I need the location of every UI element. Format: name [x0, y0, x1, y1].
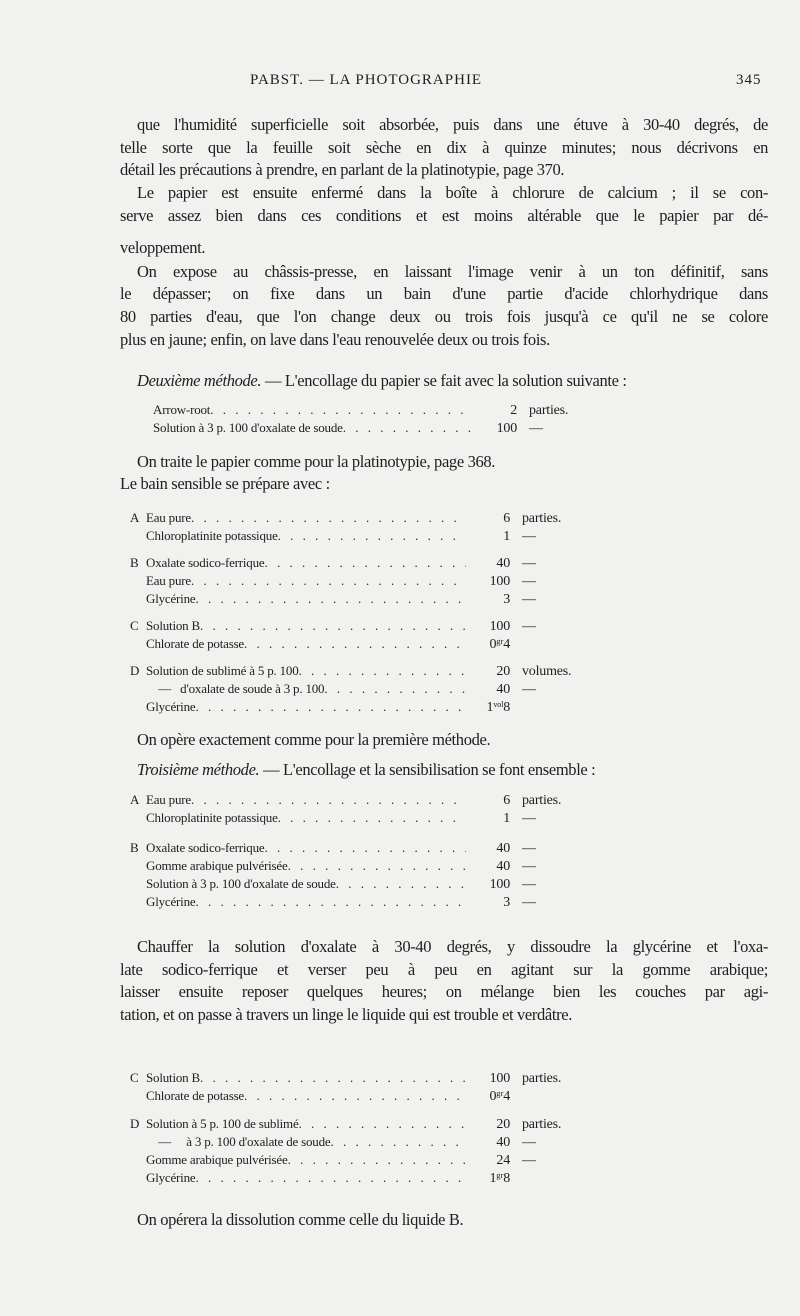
- paragraph-line: que l'humidité superficielle soit absorbée, puis dans une étuve à 30-40 degrés, de: [137, 115, 768, 134]
- row-label: [146, 528, 466, 544]
- row-unit: parties.: [522, 1117, 562, 1132]
- row-label: [146, 663, 466, 679]
- row-label: [153, 420, 473, 436]
- dot-leader: [195, 1170, 466, 1186]
- table-row: [130, 1116, 561, 1133]
- row-label: [146, 894, 466, 910]
- row-quantity: 0ᵍʳ4: [489, 1089, 510, 1104]
- row-quantity: 2: [510, 403, 517, 418]
- dot-leader: [299, 1116, 466, 1132]
- row-letter: D: [130, 663, 140, 678]
- table-row: [130, 618, 536, 635]
- row-unit: —: [522, 895, 536, 910]
- row-unit: —: [522, 556, 536, 571]
- row-quantity: 20: [496, 1117, 510, 1132]
- row-label-text: Glycérine: [146, 894, 196, 909]
- dot-leader: [278, 810, 466, 826]
- paragraph-line: Le bain sensible se prépare avec :: [120, 474, 330, 493]
- row-label: [146, 1134, 466, 1150]
- dot-leader: [195, 591, 466, 607]
- row-label: [146, 1070, 466, 1086]
- dot-leader: [244, 1088, 466, 1104]
- paragraph-line: détail les précautions à prendre, en parlant de la platinotypie, page 370.: [120, 160, 565, 179]
- paragraph-line: Le papier est ensuite enfermé dans la boîte à chlorure de calcium ; il se con-: [137, 183, 768, 202]
- paragraph-line: tation, et on passe à travers un linge le liquide qui est trouble et verdâtre.: [120, 1005, 572, 1024]
- row-quantity: 100: [489, 574, 510, 589]
- row-label: [146, 636, 466, 652]
- paragraph-line: On opérera la dissolution comme celle du liquide B.: [137, 1210, 464, 1229]
- row-unit: volumes.: [522, 664, 572, 679]
- row-label-text: — d'oxalate de soude à 3 p. 100: [146, 681, 325, 696]
- table-row: [130, 699, 522, 716]
- paragraph-line: le dépasser; on fixe dans un bain d'une partie d'acide chlorhydrique dans: [120, 284, 768, 303]
- row-label-text: Solution B: [146, 618, 200, 633]
- row-quantity: 40: [496, 859, 510, 874]
- row-quantity: 100: [489, 1071, 510, 1086]
- table-row: [130, 858, 536, 875]
- row-label-text: Oxalate sodico-ferrique: [146, 840, 265, 855]
- row-unit: —: [529, 421, 543, 436]
- dot-leader: [244, 636, 466, 652]
- row-unit: —: [522, 682, 536, 697]
- row-label: [146, 510, 466, 526]
- row-quantity: 24: [496, 1153, 510, 1168]
- table-row: [130, 663, 571, 680]
- row-quantity: 6: [503, 793, 510, 808]
- method-title: Deuxième méthode.: [137, 371, 262, 390]
- dot-leader: [278, 528, 466, 544]
- paragraph-line: Chauffer la solution d'oxalate à 30-40 degrés, y dissoudre la glycérine et l'oxa-: [137, 937, 768, 956]
- paragraph-line: On opère exactement comme pour la première méthode.: [137, 730, 491, 749]
- table-row: [137, 402, 568, 419]
- row-quantity: 3: [503, 895, 510, 910]
- row-letter: B: [130, 555, 139, 570]
- dot-leader: [264, 555, 466, 571]
- row-label-text: — à 3 p. 100 d'oxalate de soude: [146, 1134, 331, 1149]
- row-quantity: 0ᵍʳ4: [489, 637, 510, 652]
- row-unit: —: [522, 619, 536, 634]
- row-label: [146, 876, 466, 892]
- method-title: Troisième méthode.: [137, 760, 260, 779]
- dot-leader: [195, 894, 466, 910]
- paragraph-line: late sodico-ferrique et verser peu à peu en agitant sur la gomme arabique;: [120, 960, 768, 979]
- method-heading: [137, 371, 768, 391]
- table-row: [130, 1088, 522, 1105]
- row-letter: D: [130, 1116, 140, 1131]
- paragraph-line: On traite le papier comme pour la platinotypie, page 368.: [137, 452, 496, 471]
- dot-leader: [191, 510, 466, 526]
- row-unit: —: [522, 859, 536, 874]
- row-unit: —: [522, 574, 536, 589]
- row-label-text: Eau pure: [146, 510, 191, 525]
- row-label-text: Arrow-root: [153, 402, 211, 417]
- row-quantity: 1: [503, 811, 510, 826]
- row-label-text: Solution à 5 p. 100 de sublimé: [146, 1116, 299, 1131]
- row-label: [146, 1088, 466, 1104]
- dot-leader: [195, 699, 466, 715]
- row-label-text: Oxalate sodico-ferrique: [146, 555, 265, 570]
- row-quantity: 100: [496, 421, 517, 436]
- method-text: — L'encollage du papier se fait avec la solution suivante :: [261, 371, 627, 390]
- row-unit: —: [522, 877, 536, 892]
- table-row: [130, 555, 536, 572]
- dot-leader: [200, 618, 466, 634]
- row-label: [146, 699, 466, 715]
- row-label-text: Chlorate de potasse: [146, 636, 245, 651]
- row-label-text: Chloroplatinite potassique: [146, 810, 278, 825]
- dot-leader: [288, 1152, 466, 1168]
- dot-leader: [343, 420, 473, 436]
- row-letter: B: [130, 840, 139, 855]
- row-unit: —: [522, 1153, 536, 1168]
- row-quantity: 40: [496, 1135, 510, 1150]
- dot-leader: [330, 1134, 466, 1150]
- row-label-text: Glycérine: [146, 699, 196, 714]
- row-quantity: 40: [496, 682, 510, 697]
- table-row: [130, 591, 536, 608]
- row-label: [146, 681, 466, 697]
- row-label-text: Solution de sublimé à 5 p. 100: [146, 663, 299, 678]
- table-row: [130, 636, 522, 653]
- row-quantity: 1ᵍʳ8: [489, 1171, 510, 1186]
- row-label-text: Chloroplatinite potassique: [146, 528, 278, 543]
- row-quantity: 20: [496, 664, 510, 679]
- row-quantity: 1ᵛᵒˡ8: [486, 700, 510, 715]
- row-label: [146, 573, 466, 589]
- row-letter: A: [130, 510, 140, 525]
- running-title: PABST. — LA PHOTOGRAPHIE: [250, 72, 483, 88]
- table-row: [130, 894, 536, 911]
- row-label: [146, 1170, 466, 1186]
- row-quantity: 40: [496, 556, 510, 571]
- row-quantity: 3: [503, 592, 510, 607]
- row-label-text: Solution à 3 p. 100 d'oxalate de soude: [146, 876, 336, 891]
- table-row: [130, 1134, 536, 1151]
- table-row: [130, 1170, 522, 1187]
- row-label-text: Eau pure: [146, 792, 191, 807]
- paragraph-line: telle sorte que la feuille soit sèche en dix à quinze minutes; nous décrivons en: [120, 138, 768, 157]
- paragraph-line: On expose au châssis-presse, en laissant l'image venir à un ton définitif, sans: [137, 262, 768, 281]
- dot-leader: [210, 402, 473, 418]
- table-row: [130, 1070, 561, 1087]
- table-row: [130, 1152, 536, 1169]
- dot-leader: [200, 1070, 466, 1086]
- dot-leader: [288, 858, 466, 874]
- row-unit: parties.: [522, 793, 562, 808]
- row-label: [146, 810, 466, 826]
- row-label-text: Solution B: [146, 1070, 200, 1085]
- row-label-text: Solution à 3 p. 100 d'oxalate de soude: [153, 420, 343, 435]
- paragraph-line: laisser ensuite reposer quelques heures; on mélange bien les couches par agi-: [120, 982, 768, 1001]
- table-row: [130, 681, 536, 698]
- row-unit: parties.: [522, 1071, 562, 1086]
- method-text: — L'encollage et la sensibilisation se font ensemble :: [259, 760, 596, 779]
- row-unit: —: [522, 1135, 536, 1150]
- row-label-text: Gomme arabique pulvérisée: [146, 1152, 288, 1167]
- row-label: [146, 555, 466, 571]
- row-label: [146, 792, 466, 808]
- paragraph-line: 80 parties d'eau, que l'on change deux ou trois fois jusqu'à ce qu'il ne se colore: [120, 307, 768, 326]
- method-heading: [137, 760, 768, 780]
- row-unit: parties.: [522, 511, 562, 526]
- table-row: [130, 792, 561, 809]
- row-label-text: Eau pure: [146, 573, 191, 588]
- dot-leader: [336, 876, 466, 892]
- row-label: [146, 1116, 466, 1132]
- dot-leader: [324, 681, 466, 697]
- row-quantity: 100: [489, 619, 510, 634]
- row-quantity: 6: [503, 511, 510, 526]
- dot-leader: [191, 792, 466, 808]
- row-label: [146, 1152, 466, 1168]
- row-letter: C: [130, 1070, 139, 1085]
- dot-leader: [191, 573, 466, 589]
- table-row: [130, 876, 536, 893]
- dot-leader: [264, 840, 466, 856]
- table-row: [130, 510, 561, 527]
- row-label-text: Gomme arabique pulvérisée: [146, 858, 288, 873]
- paragraph-line: plus en jaune; enfin, on lave dans l'eau renouvelée deux ou trois fois.: [120, 330, 550, 349]
- table-row: [130, 810, 536, 827]
- row-quantity: 100: [489, 877, 510, 892]
- dot-leader: [299, 663, 466, 679]
- row-label-text: Chlorate de potasse: [146, 1088, 245, 1103]
- table-row: [130, 573, 536, 590]
- row-label: [146, 858, 466, 874]
- table-row: [130, 528, 536, 545]
- paragraph-line: serve assez bien dans ces conditions et est moins altérable que le papier par dé-: [120, 206, 768, 225]
- row-label: [146, 591, 466, 607]
- row-unit: —: [522, 592, 536, 607]
- row-label: [146, 840, 466, 856]
- row-letter: C: [130, 618, 139, 633]
- row-unit: parties.: [529, 403, 569, 418]
- row-label: [146, 618, 466, 634]
- row-label: [153, 402, 473, 418]
- row-label-text: Glycérine: [146, 591, 196, 606]
- row-letter: A: [130, 792, 140, 807]
- row-quantity: 1: [503, 529, 510, 544]
- page-number: 345: [736, 72, 762, 88]
- paragraph-line: veloppement.: [120, 238, 206, 257]
- row-label-text: Glycérine: [146, 1170, 196, 1185]
- table-row: [130, 840, 536, 857]
- table-row: [137, 420, 543, 437]
- row-unit: —: [522, 841, 536, 856]
- row-unit: —: [522, 811, 536, 826]
- row-unit: —: [522, 529, 536, 544]
- row-quantity: 40: [496, 841, 510, 856]
